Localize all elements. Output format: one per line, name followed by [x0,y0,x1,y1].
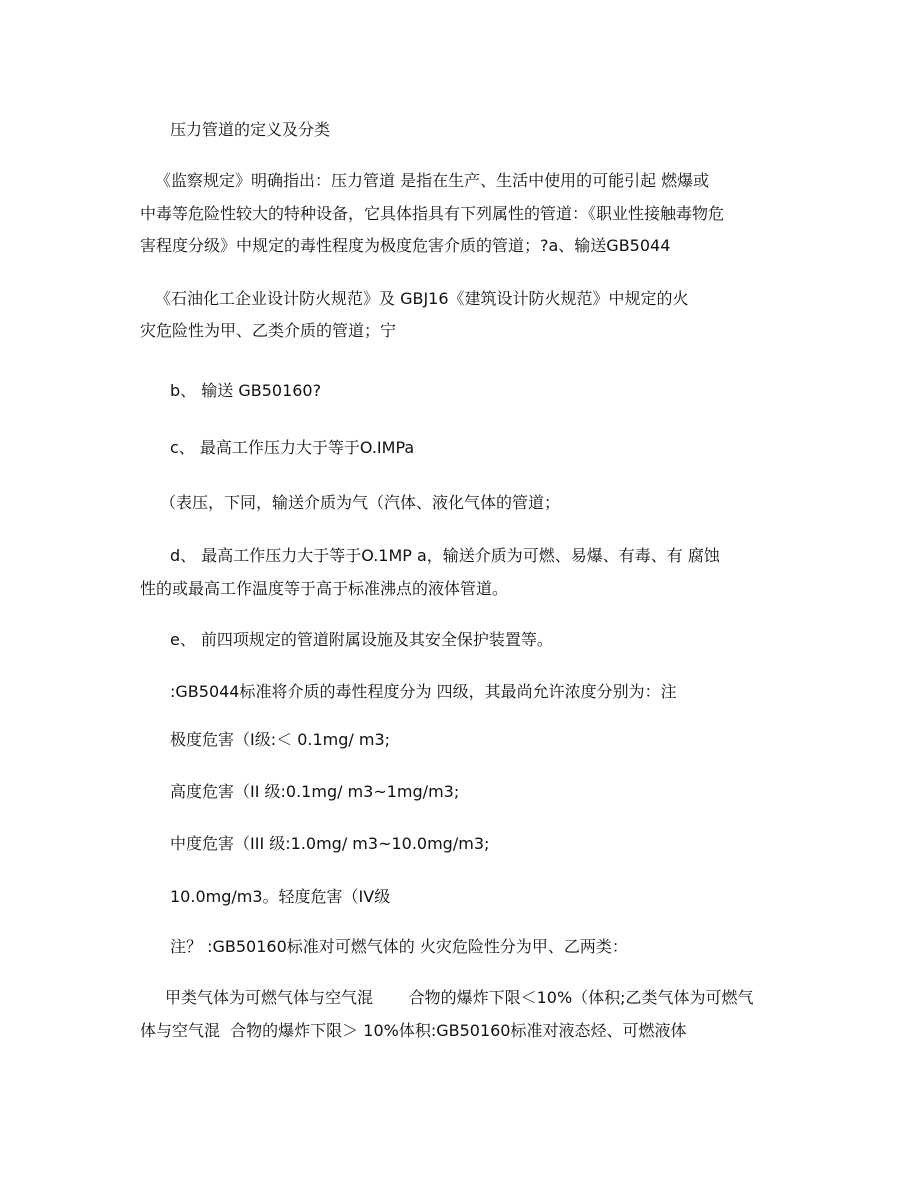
paragraph-line: 《监察规定》明确指出：压力管道 是指在生产、生活中使用的可能引起 燃爆或 [155,171,710,190]
paragraph-line: c、 最高工作压力大于等于O.IMPa [170,438,415,457]
paragraph-line: 极度危害（I级:＜ 0.1mg/ m3; [170,730,391,749]
paragraph-line: :GB5044标准将介质的毒性程度分为 四级，其最尚允许浓度分别为：注 [170,682,677,701]
paragraph-line: 高度危害（II 级:0.1mg/ m3~1mg/m3; [170,782,460,801]
paragraph-line: 注？ :GB50160标准对可燃气体的 火灾危险性分为甲、乙两类： [170,937,628,956]
paragraph-line: 中度危害（III 级:1.0mg/ m3~10.0mg/m3; [170,834,490,853]
paragraph-line: e、 前四项规定的管道附属设施及其安全保护装置等。 [170,630,553,649]
paragraph-line: 《石油化工企业设计防火规范》及 GBJ16《建筑设计防火规范》中规定的火 [155,289,689,308]
paragraph-line: 体与空气混 合物的爆炸下限＞ 10%体积:GB50160标准对液态烃、可燃液体 [140,1021,687,1040]
paragraph-line: （表压，下同，输送介质为气（汽体、液化气体的管道； [160,493,561,512]
paragraph-line: 灾危险性为甲、乙类介质的管道；宁 [140,321,397,340]
paragraph-line: 性的或最高工作温度等于高于标准沸点的液体管道。 [140,579,509,598]
paragraph-line: 害程度分级》中规定的毒性程度为极度危害介质的管道；?a、输送GB5044 [140,236,671,255]
paragraph-line: 甲类气体为可燃气体与空气混 合物的爆炸下限＜10%（体积;乙类气体为可燃气 [165,988,754,1007]
paragraph-line: b、 输送 GB50160? [170,381,322,400]
document-title: 压力管道的定义及分类 [170,120,331,139]
paragraph-line: 中毒等危险性较大的特种设备，它具体指具有下列属性的管道：《职业性接触毒物危 [140,204,725,223]
paragraph-line: d、 最高工作压力大于等于O.1MP a，输送介质为可燃、易爆、有毒、有 腐蚀 [170,546,720,565]
paragraph-line: 10.0mg/m3。轻度危害（IV级 [170,887,391,906]
